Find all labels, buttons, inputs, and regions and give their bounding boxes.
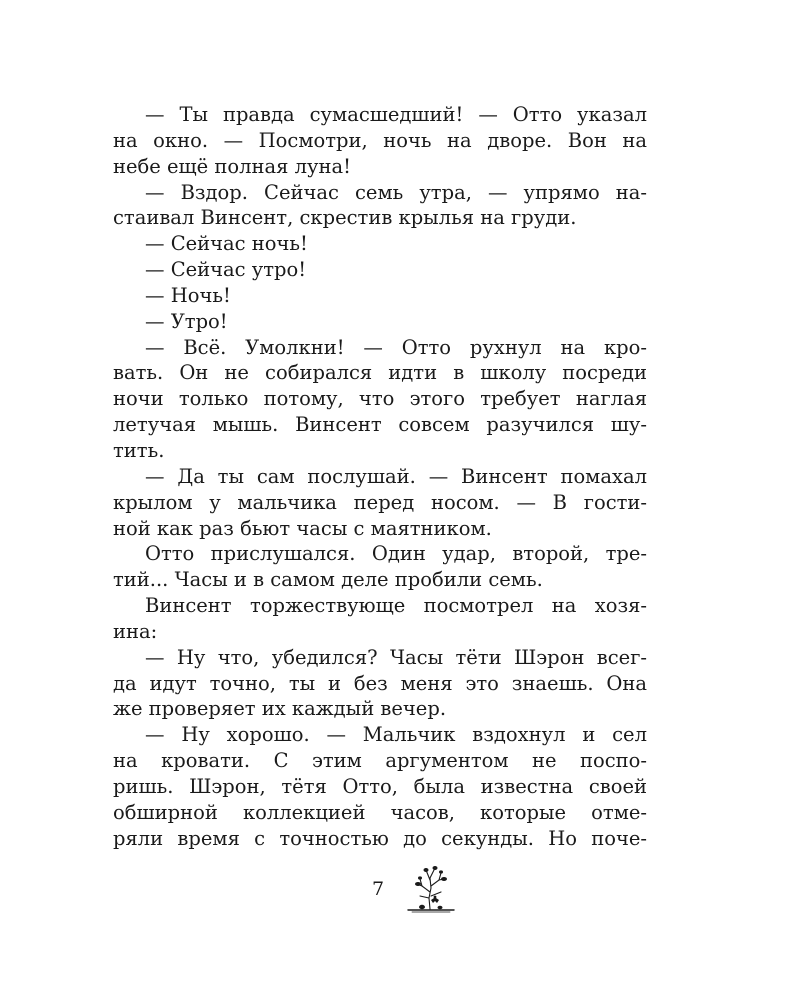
text-line: ряли время с точностью до секунды. Но поче- xyxy=(113,826,647,850)
text-line: тий... Часы и в самом деле пробили семь. xyxy=(113,568,543,592)
text-line: — Ночь! xyxy=(145,283,231,307)
page-footer xyxy=(0,862,800,922)
text-line: на окно. — Посмотри, ночь на дворе. Вон на xyxy=(113,128,647,152)
text-line: ной как раз бьют часы с маятником. xyxy=(113,516,492,540)
text-line: — Ну что, убедился? Часы тёти Шэрон всег- xyxy=(145,645,647,669)
body-text xyxy=(113,102,647,851)
text-line: обширной коллекцией часов, которые отме- xyxy=(113,800,647,824)
text-line: — Ну хорошо. — Мальчик вздохнул и сел xyxy=(145,723,647,747)
text-line: — Сейчас утро! xyxy=(145,258,307,282)
text-line: же проверяет их каждый вечер. xyxy=(113,697,447,721)
text-line: летучая мышь. Винсент совсем разучился шу- xyxy=(113,413,647,437)
text-line: — Всё. Умолкни! — Отто рухнул на кро- xyxy=(145,335,647,359)
text-line: да идут точно, ты и без меня это знаешь. Она xyxy=(113,671,647,695)
page-number: 7 xyxy=(371,878,385,900)
text-line: ина: xyxy=(113,619,158,643)
text-line: на кровати. С этим аргументом не поспо- xyxy=(113,749,647,773)
text-line: тить. xyxy=(113,438,165,462)
text-line: вать. Он не собирался идти в школу посреди xyxy=(113,361,647,385)
text-line: Винсент торжествующе посмотрел на хозя- xyxy=(145,594,647,618)
text-line: небе ещё полная луна! xyxy=(113,154,351,178)
text-line: — Да ты сам послушай. — Винсент помахал xyxy=(145,464,647,488)
text-line: стаивал Винсент, скрестив крылья на груди. xyxy=(113,206,577,230)
text-line: крылом у мальчика перед носом. — В гости- xyxy=(113,490,647,514)
text-line: Отто прислушался. Один удар, второй, тре- xyxy=(145,542,647,566)
text-line: — Утро! xyxy=(145,309,228,333)
text-line: ночи только потому, что этого требует наглая xyxy=(113,387,647,411)
text-line: — Ты правда сумасшедший! — Отто указал xyxy=(145,103,647,126)
bat-on-branch-icon xyxy=(404,862,458,916)
text-line: ришь. Шэрон, тётя Отто, была известна своей xyxy=(113,774,647,798)
text-line: — Сейчас ночь! xyxy=(145,232,308,256)
text-line: — Вздор. Сейчас семь утра, — упрямо на- xyxy=(145,180,647,204)
